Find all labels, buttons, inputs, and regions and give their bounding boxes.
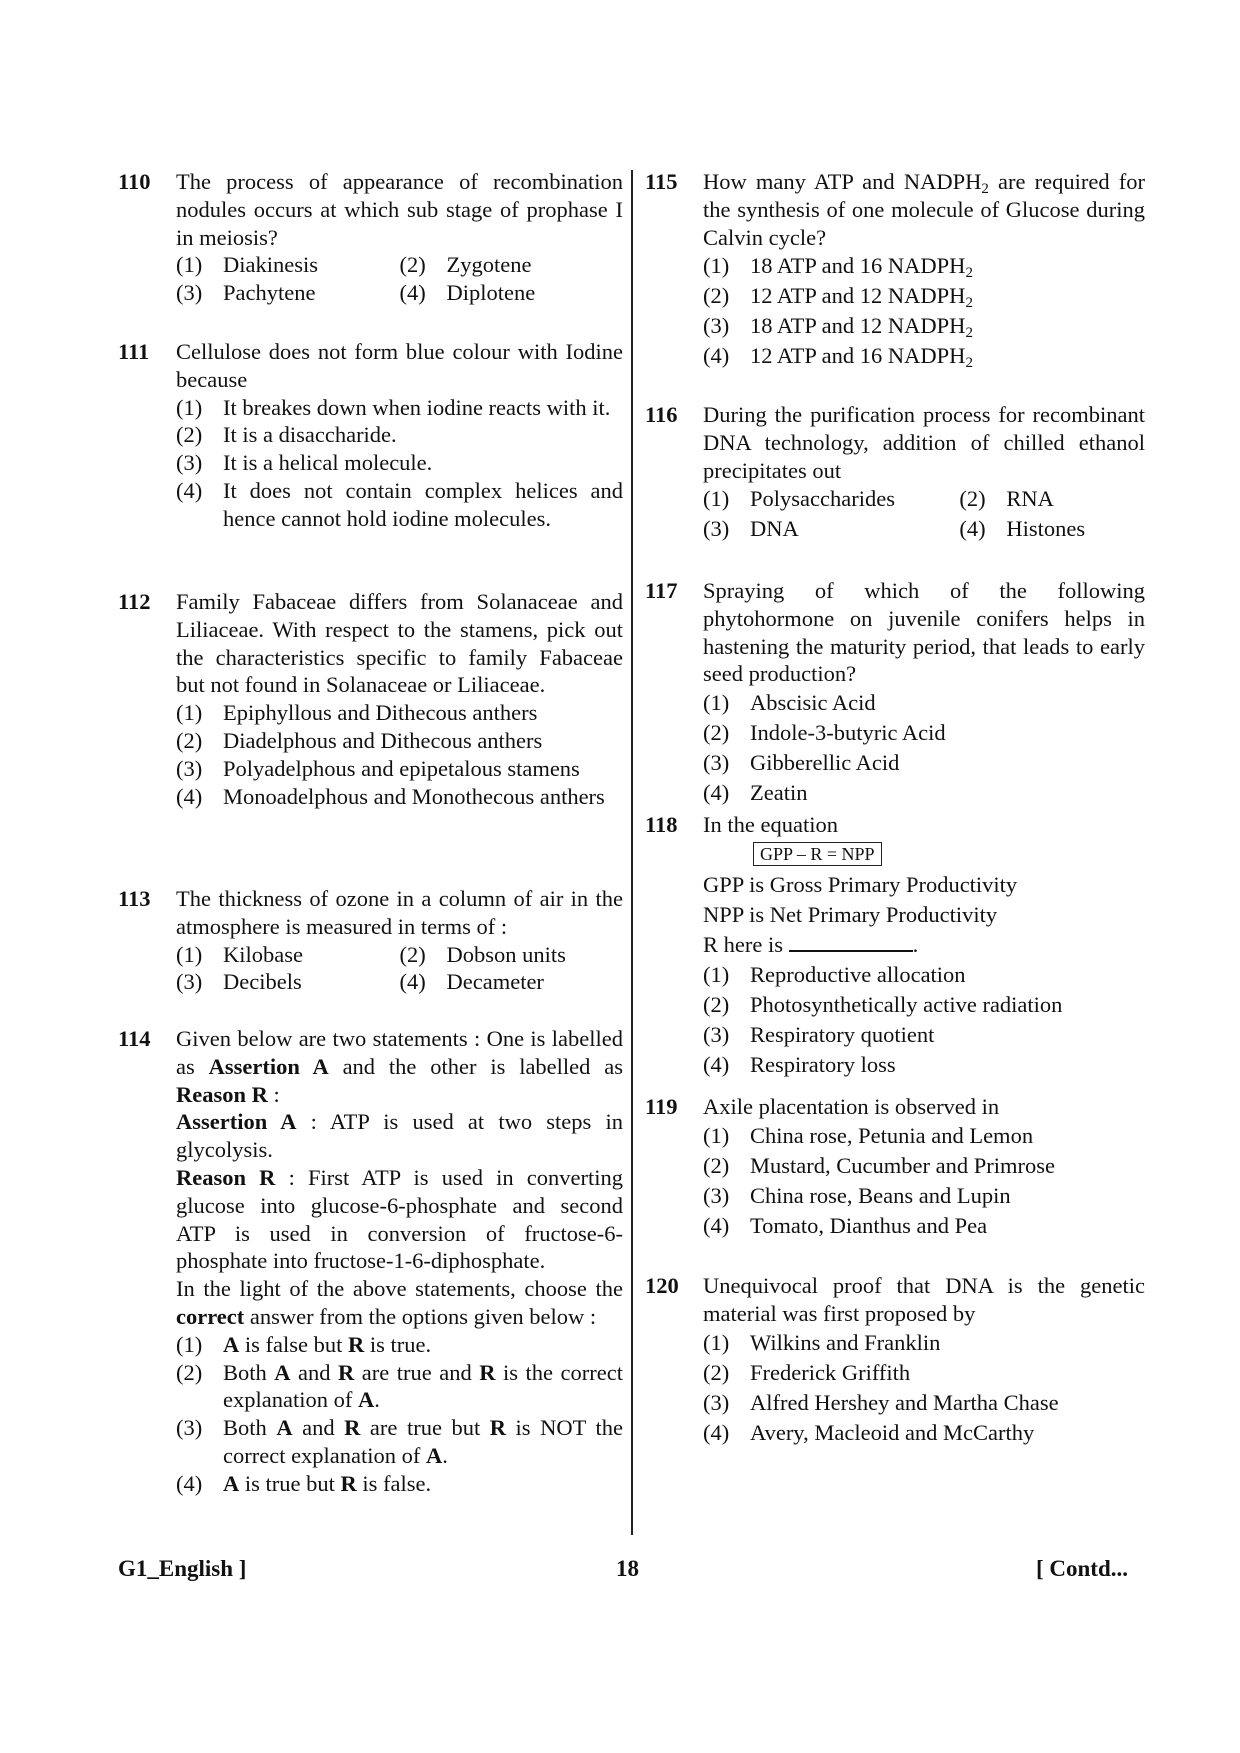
subscript: 2 (965, 325, 973, 342)
option-number: (2) (176, 1359, 203, 1385)
option-text: is the correct explanation of (223, 1359, 624, 1413)
option-text: . (442, 1442, 448, 1468)
equation-box: GPP – R = NPP (753, 842, 882, 866)
option-bold: R (347, 1331, 365, 1357)
intro-text: : (267, 1081, 280, 1107)
option-2 (703, 718, 1145, 748)
options-row (176, 279, 623, 307)
question-120 (645, 1272, 1145, 1448)
option-bold: A (276, 1415, 293, 1441)
option-2 (400, 941, 624, 969)
question-119 (645, 1093, 1145, 1272)
question-number: 116 (645, 402, 678, 427)
question-text-part: How many ATP and NADPH (703, 169, 982, 194)
option-text: Mustard, Cucumber and Primrose (750, 1152, 1055, 1178)
subscript: 2 (965, 355, 973, 372)
option-bold: R (338, 1359, 355, 1385)
option-number: (3) (176, 450, 203, 476)
option-number: (4) (399, 969, 426, 995)
option-text: Decibels (223, 969, 302, 995)
option-number: (3) (703, 516, 730, 542)
option-text: Polysaccharides (750, 486, 895, 512)
option-4 (703, 1050, 1145, 1080)
option-number: (4) (703, 780, 730, 806)
option-number: (3) (703, 1182, 730, 1208)
option-bold: R (344, 1415, 361, 1441)
option-text: . (374, 1387, 380, 1413)
option-text: 12 ATP and 12 NADPH (750, 283, 966, 309)
option-text: Histones (1006, 516, 1086, 542)
question-instruction (176, 1275, 623, 1331)
option-number: (1) (176, 394, 203, 420)
option-text: 12 ATP and 16 NADPH (750, 343, 966, 369)
question-115 (645, 168, 1145, 401)
question-text: Cellulose does not form blue colour with Iodine because (176, 339, 623, 392)
options-row (176, 941, 623, 969)
option-4 (400, 279, 624, 307)
question-text: The process of appearance of recombination nodules occurs at which sub stage of prophase I in meiosis? (176, 169, 623, 250)
option-number: (2) (959, 486, 986, 512)
option-text: Pachytene (223, 280, 316, 306)
option-bold: A (223, 1470, 240, 1496)
option-text: Respiratory quotient (750, 1021, 935, 1047)
option-4 (176, 1470, 623, 1498)
option-number: (3) (176, 755, 203, 781)
option-number: (2) (703, 283, 730, 309)
option-text: Respiratory loss (750, 1051, 896, 1077)
option-4 (703, 778, 1145, 808)
option-number: (4) (399, 280, 426, 306)
question-text: Axile placentation is observed in (703, 1094, 1000, 1119)
assertion-text: : ATP is used at two steps in glycolysis. (176, 1109, 623, 1163)
option-3 (176, 755, 623, 783)
option-text: Photosynthetically active radiation (750, 991, 1063, 1017)
option-bold: A (274, 1359, 291, 1385)
subscript: 2 (981, 181, 989, 197)
option-number: (1) (703, 1329, 730, 1355)
option-text: are true but (360, 1415, 490, 1441)
option-bold: A (357, 1387, 375, 1413)
option-3 (703, 1388, 1145, 1418)
option-bold: R (489, 1415, 507, 1441)
question-number: 113 (118, 886, 151, 911)
option-text: is true but (239, 1470, 341, 1496)
option-text: Monoadelphous and Monothecous anthers (223, 783, 605, 809)
option-text: is false. (356, 1470, 432, 1496)
option-number: (3) (703, 1021, 730, 1047)
assertion-label: Assertion A (176, 1109, 297, 1135)
option-text: It breakes down when iodine reacts with it. (223, 394, 611, 420)
instruction-text: answer from the options given below : (244, 1303, 597, 1329)
option-1 (703, 960, 1145, 990)
question-112 (118, 588, 623, 885)
option-number: (3) (176, 1415, 203, 1441)
option-text: Tomato, Dianthus and Pea (750, 1212, 988, 1238)
option-number: (1) (176, 700, 203, 726)
option-number: (4) (176, 783, 203, 809)
question-118 (645, 811, 1145, 1093)
option-2 (176, 421, 623, 449)
option-number: (4) (703, 1051, 730, 1077)
footer-continued: [ Contd... (1036, 1556, 1129, 1581)
option-text: Zygotene (446, 252, 532, 278)
option-text: Both (223, 1415, 277, 1441)
option-number: (3) (176, 280, 203, 306)
option-2 (703, 1151, 1145, 1181)
question-text: Spraying of which of the following phytohormone on juvenile conifers helps in hastening the maturity period, that leads to early seed production? (703, 578, 1145, 687)
option-number: (3) (703, 313, 730, 339)
question-111 (118, 338, 623, 588)
reason-text: : First ATP is used in converting glucose into glucose-6-phosphate and second ATP is used in conversion of fructose-6-phosphate into fructose-1-6-diphosphate. (176, 1164, 623, 1274)
question-number: 110 (118, 169, 151, 194)
option-number: (2) (176, 422, 203, 448)
options-row (176, 251, 623, 279)
option-1 (176, 699, 623, 727)
footer-paper-code: G1_English ] (118, 1556, 247, 1581)
option-text: It is a helical molecule. (223, 450, 433, 476)
definition-line: GPP is Gross Primary Productivity (703, 871, 1018, 897)
option-text: Diadelphous and Dithecous anthers (223, 727, 543, 753)
option-text: Diakinesis (223, 252, 318, 278)
option-1 (176, 1331, 623, 1359)
assertion-statement (176, 1108, 623, 1164)
option-text: 18 ATP and 12 NADPH (750, 313, 966, 339)
option-text: Indole-3-butyric Acid (750, 720, 946, 746)
options-row (176, 968, 623, 996)
option-2 (400, 251, 624, 279)
option-3 (176, 449, 623, 477)
options-row (703, 514, 1145, 544)
option-number: (4) (959, 516, 986, 542)
option-4 (703, 1211, 1145, 1241)
option-number: (3) (703, 1389, 730, 1415)
option-text: China rose, Beans and Lupin (750, 1182, 1011, 1208)
option-4 (176, 783, 623, 811)
question-intro (176, 1025, 623, 1108)
option-text: Diplotene (446, 280, 536, 306)
option-text: Epiphyllous and Dithecous anthers (223, 700, 538, 726)
option-number: (2) (399, 252, 426, 278)
option-text: Kilobase (223, 941, 303, 967)
question-text: The thickness of ozone in a column of air in the atmosphere is measured in terms of : (176, 886, 623, 939)
question-number: 117 (645, 578, 678, 603)
question-text: Family Fabaceae differs from Solanaceae and Liliaceae. With respect to the stamens, pick out the characteristics specific to family Fabaceae but not found in Solanaceae or Liliaceae. (176, 589, 623, 698)
option-1 (703, 1121, 1145, 1151)
option-number: (1) (176, 252, 203, 278)
option-1 (176, 394, 623, 422)
option-number: (1) (176, 941, 203, 967)
option-4 (400, 968, 624, 996)
intro-bold: Assertion A (208, 1053, 329, 1079)
question-text: Unequivocal proof that DNA is the genetic material was first proposed by (703, 1273, 1145, 1326)
question-116 (645, 401, 1145, 577)
option-2 (959, 484, 1145, 514)
option-number: (4) (176, 1470, 203, 1496)
option-number: (1) (703, 1122, 730, 1148)
instruction-text: In the light of the above statements, choose the (176, 1276, 623, 1302)
option-text: Alfred Hershey and Martha Chase (750, 1389, 1059, 1415)
option-4 (176, 477, 623, 533)
option-text: It is a disaccharide. (223, 422, 397, 448)
option-text: Gibberellic Acid (750, 750, 900, 776)
question-number: 112 (118, 589, 151, 614)
option-number: (2) (399, 941, 426, 967)
option-text: Decameter (446, 969, 544, 995)
option-3 (176, 968, 400, 996)
option-2 (176, 1359, 623, 1415)
option-number: (4) (176, 477, 203, 503)
option-number: (2) (703, 720, 730, 746)
question-text: During the purification process for recombinant DNA technology, addition of chilled ethanol precipitates out (703, 402, 1145, 483)
column-divider (631, 170, 633, 1535)
option-4 (959, 514, 1145, 544)
instruction-bold: correct (176, 1303, 245, 1329)
option-1 (176, 941, 400, 969)
option-2 (703, 990, 1145, 1020)
option-text: is true. (364, 1331, 432, 1357)
option-text: China rose, Petunia and Lemon (750, 1122, 1034, 1148)
option-number: (2) (703, 991, 730, 1017)
option-number: (4) (703, 1212, 730, 1238)
definition-line: NPP is Net Primary Productivity (703, 901, 998, 927)
question-117 (645, 577, 1145, 811)
question-text (703, 168, 1145, 251)
option-bold: R (340, 1470, 357, 1496)
question-number: 111 (118, 339, 150, 364)
reason-statement (176, 1164, 623, 1275)
question-110 (118, 168, 623, 338)
blank-prompt: R here is (703, 931, 789, 957)
option-text: Polyadelphous and epipetalous stamens (223, 755, 580, 781)
left-column (118, 168, 623, 1498)
option-text: Dobson units (446, 941, 566, 967)
option-text: are true and (354, 1359, 480, 1385)
option-3 (703, 748, 1145, 778)
option-number: (4) (703, 1419, 730, 1445)
option-number: (1) (703, 253, 730, 279)
question-number: 115 (645, 169, 678, 194)
option-4 (703, 1418, 1145, 1448)
option-2 (176, 727, 623, 755)
option-text: Both (223, 1359, 275, 1385)
option-text: Wilkins and Franklin (750, 1329, 941, 1355)
subscript: 2 (965, 295, 973, 312)
option-text: DNA (750, 516, 799, 542)
footer-page-number: 18 (616, 1556, 639, 1581)
option-3 (176, 1414, 623, 1470)
option-number: (3) (176, 969, 203, 995)
option-4 (703, 341, 1145, 371)
option-text: and (292, 1415, 345, 1441)
intro-text: and the other is labelled as (328, 1053, 624, 1079)
option-text: Zeatin (750, 780, 808, 806)
option-text: Frederick Griffith (750, 1359, 911, 1385)
option-number: (1) (703, 961, 730, 987)
options-row (703, 484, 1145, 514)
intro-text: Given below are two statements : One is labelled as (176, 1026, 623, 1079)
right-column (645, 168, 1145, 1448)
option-1 (703, 251, 1145, 281)
option-text: RNA (1006, 486, 1054, 512)
question-text-part: are required for the synthesis of one molecule of Glucose during Calvin cycle? (703, 169, 1145, 250)
question-114 (118, 1025, 623, 1498)
option-3 (703, 311, 1145, 341)
option-bold: A (223, 1331, 240, 1357)
option-number: (3) (703, 750, 730, 776)
option-number: (2) (703, 1152, 730, 1178)
intro-bold: Reason R (176, 1081, 268, 1107)
option-number: (1) (703, 690, 730, 716)
fill-in-blank (789, 930, 913, 952)
option-text: Abscisic Acid (750, 690, 876, 716)
option-3 (176, 279, 400, 307)
option-1 (703, 1328, 1145, 1358)
option-text: is false but (239, 1331, 348, 1357)
option-text: and (290, 1359, 339, 1385)
option-number: (2) (176, 727, 203, 753)
question-number: 114 (118, 1026, 151, 1051)
question-113 (118, 885, 623, 1025)
option-3 (703, 1020, 1145, 1050)
subscript: 2 (965, 265, 973, 282)
option-3 (703, 1181, 1145, 1211)
option-1 (176, 251, 400, 279)
reason-label: Reason R (176, 1164, 276, 1190)
option-number: (1) (703, 486, 730, 512)
option-text: Avery, Macleoid and McCarthy (750, 1419, 1035, 1445)
option-bold: R (479, 1359, 496, 1385)
blank-period: . (912, 931, 919, 957)
option-text: is NOT the correct explanation of (223, 1415, 623, 1468)
option-2 (703, 281, 1145, 311)
option-number: (4) (703, 343, 730, 369)
option-text: 18 ATP and 16 NADPH (750, 253, 966, 279)
option-text: Reproductive allocation (750, 961, 966, 987)
question-number: 119 (645, 1094, 678, 1119)
blank-line (703, 930, 1145, 960)
option-2 (703, 1358, 1145, 1388)
question-number: 118 (645, 812, 678, 837)
option-3 (703, 514, 959, 544)
option-number: (1) (176, 1331, 203, 1357)
option-1 (703, 484, 959, 514)
question-number: 120 (645, 1273, 679, 1298)
option-1 (703, 688, 1145, 718)
question-text: In the equation (703, 812, 838, 837)
option-number: (2) (703, 1359, 730, 1385)
option-bold: A (426, 1442, 443, 1468)
option-text: It does not contain complex helices and hence cannot hold iodine molecules. (223, 477, 623, 531)
